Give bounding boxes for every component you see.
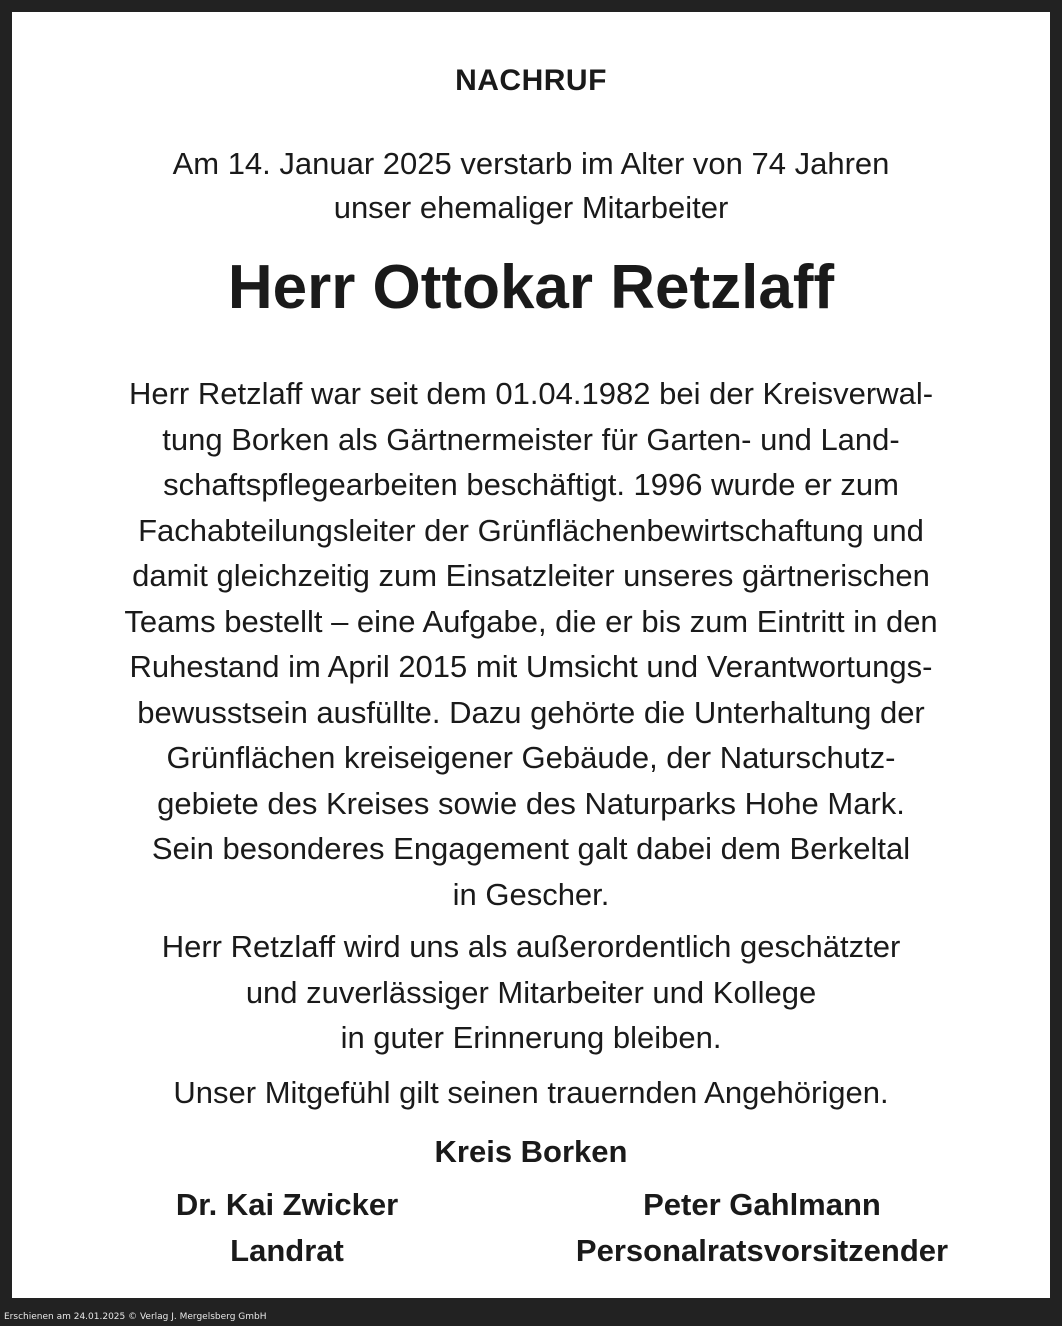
signer-name: Peter Gahlmann: [643, 1187, 881, 1222]
signer-landrat: [142, 1182, 432, 1274]
condolence-paragraph: [52, 1070, 1010, 1116]
signer-personalrat: [552, 1182, 972, 1274]
text-line: damit gleichzeitig zum Einsatzleiter unseres gärtnerischen: [132, 558, 930, 593]
text-line: Fachabteilungsleiter der Grünflächenbewirtschaftung und: [138, 512, 924, 548]
notice-heading: NACHRUF: [455, 64, 607, 97]
text-line: Sein besonderes Engagement galt dabei dem Berkeltal: [151, 831, 911, 866]
text-line: Herr Retzlaff wird uns als außerordentlich geschätzter: [161, 929, 901, 964]
organization-name: Kreis Borken: [434, 1134, 628, 1169]
biography-paragraph: [52, 371, 1010, 917]
text-line: Grünflächen kreiseigener Gebäude, der Naturschutz-: [166, 740, 896, 775]
deceased-name: Herr Ottokar Retzlaff: [227, 253, 835, 322]
intro-line: Am 14. Januar 2025 verstarb im Alter von 74 Jahren: [172, 146, 890, 181]
signer-name: Dr. Kai Zwicker: [175, 1187, 399, 1222]
intro-text: [12, 142, 1050, 230]
text-line: Unser Mitgefühl gilt seinen trauernden Angehörigen.: [173, 1075, 889, 1110]
text-line: in guter Erinnerung bleiben.: [340, 1020, 722, 1055]
text-line: und zuverlässiger Mitarbeiter und Kollege: [245, 974, 817, 1010]
text-line: gebiete des Kreises sowie des Naturparks Hohe Mark.: [157, 785, 905, 821]
text-line: in Gescher.: [452, 876, 610, 912]
remembrance-paragraph: [52, 924, 1010, 1061]
text-line: tung Borken als Gärtnermeister für Garten- und Land-: [162, 421, 900, 457]
text-line: Ruhestand im April 2015 mit Umsicht und Verantwortungs-: [129, 649, 933, 684]
signer-title: Landrat: [230, 1233, 344, 1268]
signer-title: Personalratsvorsitzender: [575, 1233, 949, 1268]
intro-line: unser ehemaliger Mitarbeiter: [333, 190, 729, 225]
text-line: Herr Retzlaff war seit dem 01.04.1982 bei der Kreisverwal-: [128, 376, 934, 411]
text-line: schaftspflegearbeiten beschäftigt. 1996 wurde er zum: [163, 467, 899, 502]
text-line: Teams bestellt – eine Aufgabe, die er bis zum Eintritt in den: [124, 603, 938, 639]
text-line: bewusstsein ausfüllte. Dazu gehörte die Unterhaltung der: [137, 694, 925, 730]
publication-footer: Erschienen am 24.01.2025 © Verlag J. Mergelsberg GmbH: [4, 1312, 267, 1322]
obituary-notice: [12, 12, 1050, 1298]
